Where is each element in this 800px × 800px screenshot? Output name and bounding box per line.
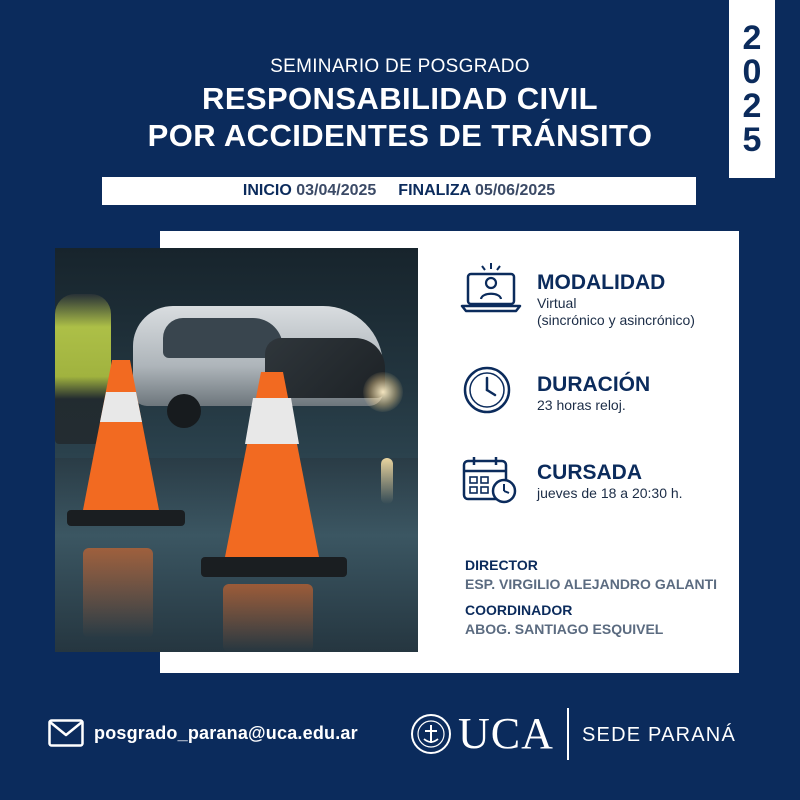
director-role: DIRECTOR [465, 557, 538, 573]
uca-wordmark: UCA [458, 709, 554, 758]
clock-icon [462, 365, 512, 415]
uca-seal-icon [410, 713, 452, 755]
year-digit: 5 [742, 121, 762, 159]
title-line: POR ACCIDENTES DE TRÁNSITO [147, 118, 653, 153]
footer-email[interactable] [48, 719, 358, 747]
duracion-block [537, 373, 650, 414]
calendar-clock-icon [462, 455, 518, 505]
laptop-presenter-icon [460, 262, 522, 314]
director-block [465, 557, 717, 592]
coordinator-role: COORDINADOR [465, 602, 573, 618]
cursada-block [537, 461, 683, 502]
duracion-line: 23 horas reloj. [537, 397, 626, 413]
start-label: INICIO [242, 182, 292, 199]
cone-reflection [223, 584, 313, 652]
email-text[interactable]: posgrado_parana@uca.edu.ar [94, 722, 358, 743]
modalidad-line: Virtual [537, 295, 577, 311]
year-digit: 2 [742, 87, 762, 125]
director-name: ESP. VIRGILIO ALEJANDRO GALANTI [465, 576, 718, 592]
sede-label: SEDE PARANÁ [582, 724, 736, 746]
end-value: 05/06/2025 [475, 182, 556, 199]
year-digit: 2 [742, 19, 762, 57]
coordinator-name: ABOG. SANTIAGO ESQUIVEL [465, 621, 664, 637]
coordinator-block [465, 602, 663, 637]
end-date [398, 182, 555, 200]
start-date [243, 182, 376, 200]
seminar-kicker: SEMINARIO DE POSGRADO [270, 56, 530, 77]
title-line: RESPONSABILIDAD CIVIL [202, 81, 598, 116]
modalidad-line: (sincrónico y asincrónico) [537, 312, 695, 328]
modalidad-heading: MODALIDAD [537, 271, 666, 294]
cursada-line: jueves de 18 a 20:30 h. [537, 485, 683, 501]
end-label: FINALIZA [398, 182, 471, 199]
year-digit: 0 [742, 53, 762, 91]
cursada-heading: CURSADA [537, 461, 642, 484]
seminar-title [0, 80, 800, 159]
envelope-icon [48, 719, 84, 747]
start-value: 03/04/2025 [296, 182, 377, 199]
traffic-cone-icon [201, 372, 351, 582]
light-reflection [381, 458, 393, 504]
date-bar [102, 177, 696, 205]
footer-divider [567, 708, 569, 760]
uca-logo [410, 708, 554, 759]
duracion-heading: DURACIÓN [537, 373, 651, 396]
cone-reflection [83, 548, 153, 638]
accident-photo [55, 248, 418, 652]
modalidad-block [537, 271, 695, 329]
headlight-glow [363, 372, 403, 412]
traffic-cone-icon [67, 360, 187, 530]
